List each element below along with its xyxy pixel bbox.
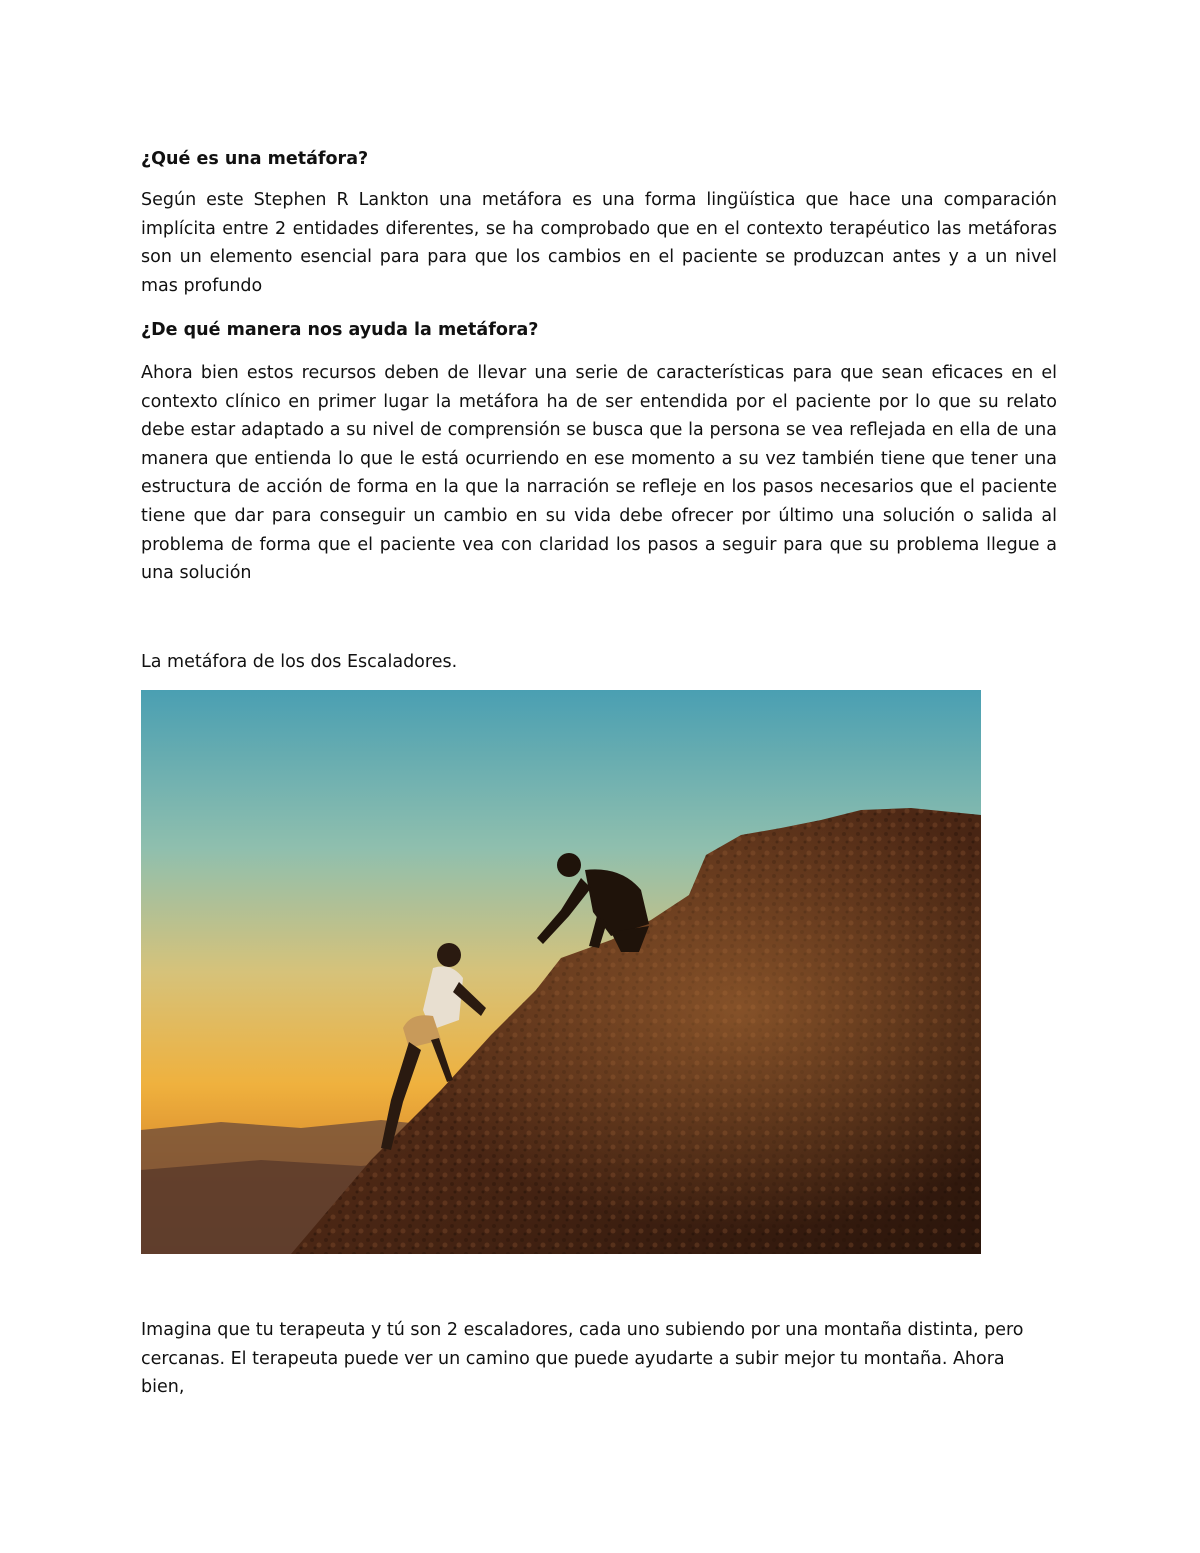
paragraph-definition: Según este Stephen R Lankton una metáfora es una forma lingüística que hace una comparación implícita entre 2 entidades diferentes, se ha comprobado que en el contexto terapéutico las metáforas son un elemento esencial para para que los cambios en el paciente se produzcan antes y a un nivel mas profundo xyxy=(141,190,1057,296)
climbers-photo xyxy=(141,690,981,1254)
paragraph-characteristics: Ahora bien estos recursos deben de llevar una serie de características para que sean eficaces en el contexto clínico en primer lugar la metáfora ha de ser entendida por el paciente por lo que su relato debe estar adaptado a su nivel de comprensión se busca que la persona se vea reflejada en ella de una manera que entienda lo que le está ocurriendo en ese momento a su vez también tiene que tener una estructura de acción de forma en la que la narración se refleje en los pasos necesarios que el paciente tiene que dar para conseguir un cambio en su vida debe ofrecer por último una solución o salida al problema de forma que el paciente vea con claridad los pasos a seguir para que su problema llegue a una solución xyxy=(141,363,1057,584)
section-heading-what-is-metaphor: ¿Qué es una metáfora? xyxy=(141,149,369,169)
document-page xyxy=(141,0,1057,1553)
section-heading-how-metaphor-helps: ¿De qué manera nos ayuda la metáfora? xyxy=(141,320,539,340)
paragraph-climbers-story: Imagina que tu terapeuta y tú son 2 escaladores, cada uno subiendo por una montaña distinta, pero cercanas. El terapeuta puede ver un camino que puede ayudarte a subir mejor tu montaña. Ahora bien, xyxy=(141,1320,1024,1398)
metaphor-title: La metáfora de los dos Escaladores. xyxy=(141,652,458,672)
